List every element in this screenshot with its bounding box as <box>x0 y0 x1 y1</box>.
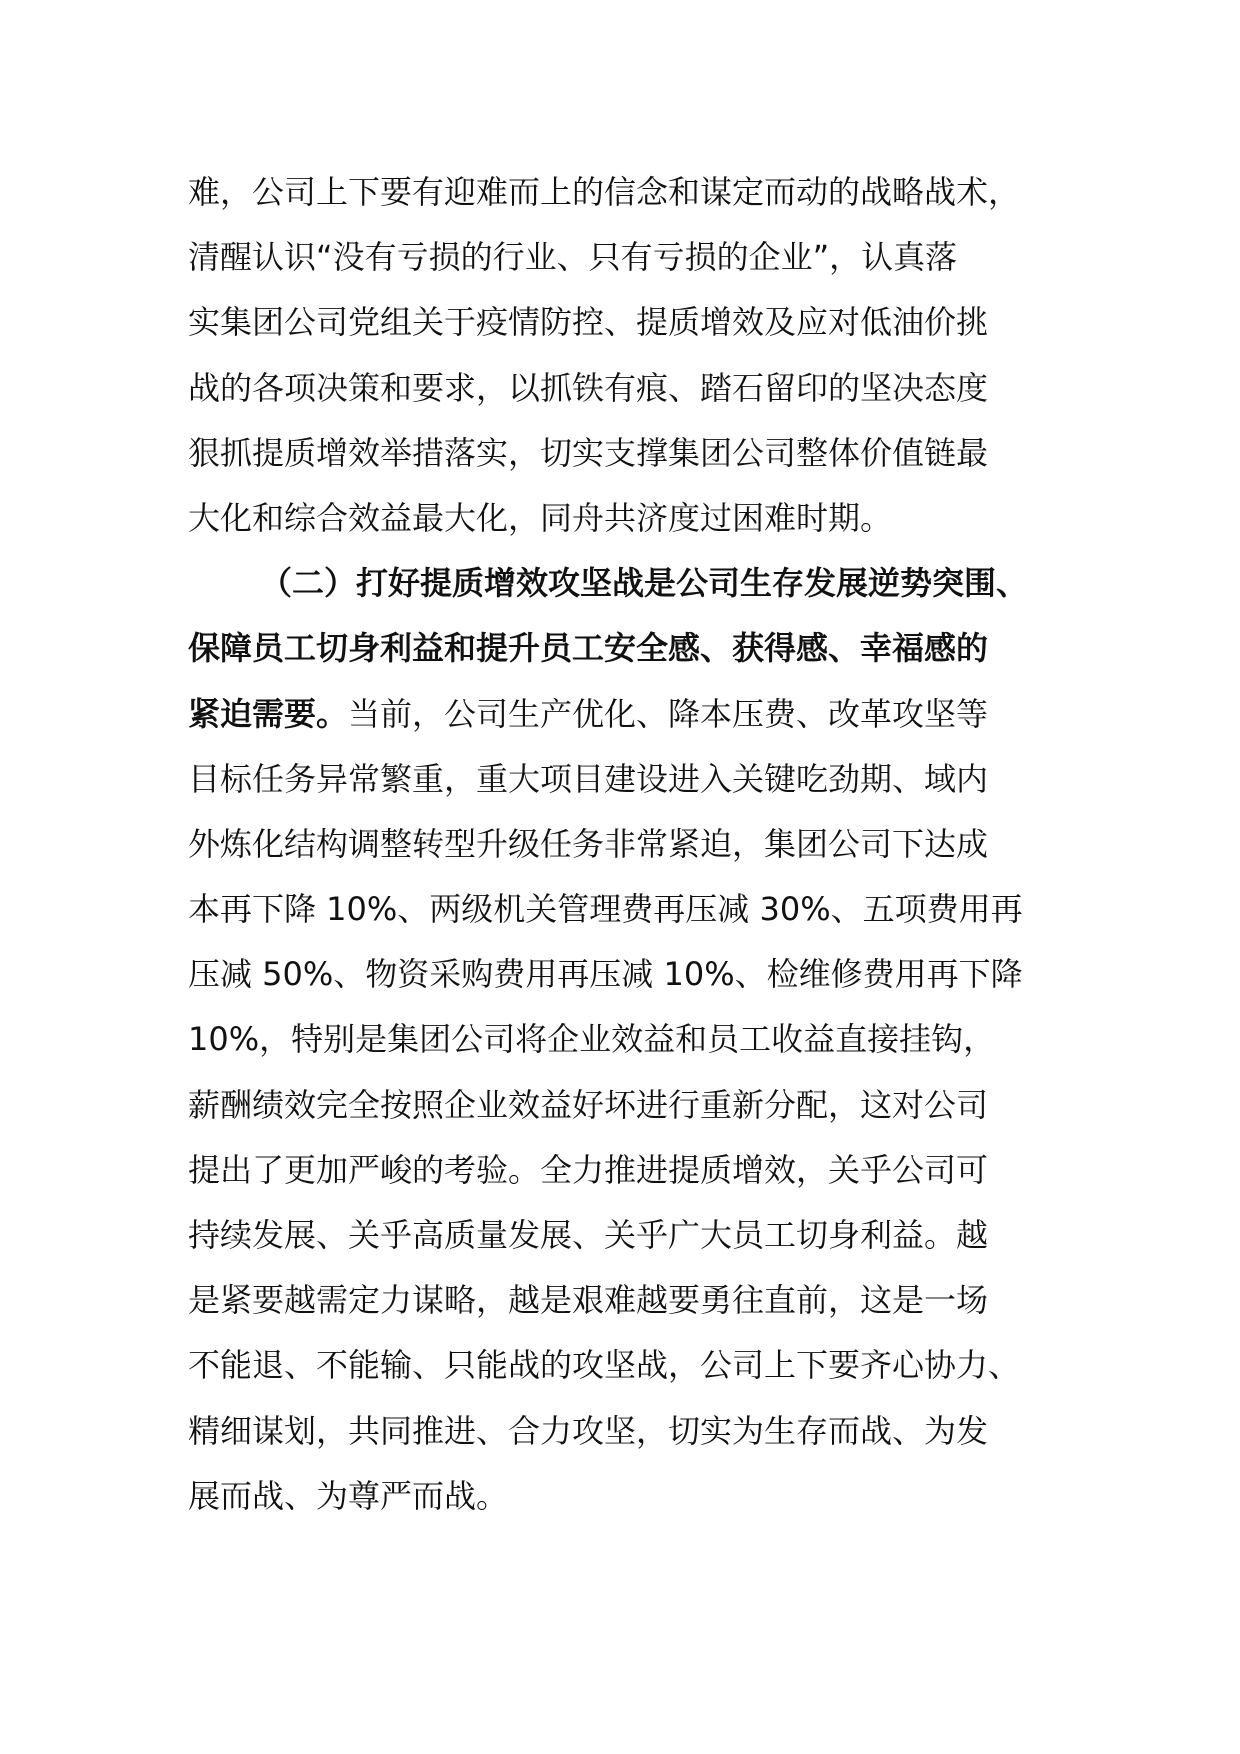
text-line: 狠抓提质增效举措落实，切实支撑集团公司整体价值链最 <box>188 433 989 472</box>
text-line: 清醒认识“没有亏损的行业、只有亏损的企业”，认真落 <box>188 238 958 277</box>
text-line: 外炼化结构调整转型升级任务非常紧迫，集团公司下达成 <box>188 824 989 863</box>
text-line: 是紧要越需定力谋略，越是艰难越要勇往直前，这是一场 <box>188 1281 989 1320</box>
section-heading-end: 紧迫需要。 <box>188 694 349 733</box>
body-text <box>188 160 1068 1529</box>
text-line: 大化和综合效益最大化，同舟共济度过困难时期。 <box>188 498 893 537</box>
text-line: 不能退、不能输、只能战的攻坚战，公司上下要齐心协力、 <box>188 1346 1021 1385</box>
text-line: 战的各项决策和要求，以抓铁有痕、踏石留印的坚决态度 <box>188 368 989 407</box>
mixed-text-line <box>188 682 1068 747</box>
text-line: 精细谋划，共同推进、合力攻坚，切实为生存而战、为发 <box>188 1411 989 1450</box>
text-line: 实集团公司党组关于疫情防控、提质增效及应对低油价挑 <box>188 303 989 342</box>
text-line: 目标任务异常繁重，重大项目建设进入关键吃劲期、域内 <box>188 759 989 798</box>
text-line: 难，公司上下要有迎难而上的信念和谋定而动的战略战术， <box>188 173 1021 211</box>
text-span: 当前，公司生产优化、降本压费、改革攻坚等 <box>348 694 989 733</box>
text-line: 10%，特别是集团公司将企业效益和员工收益直接挂钩， <box>188 1020 996 1059</box>
text-line: 持续发展、关乎高质量发展、关乎广大员工切身利益。越 <box>188 1216 989 1254</box>
section-heading-line: （二）打好提质增效攻坚战是公司生存发展逆势突围、 <box>260 564 1029 603</box>
text-line: 本再下降 10%、两级机关管理费再压减 30%、五项费用再 <box>188 890 1023 929</box>
text-line: 展而战、为尊严而战。 <box>188 1476 509 1515</box>
text-line: 薪酬绩效完全按照企业效益好坏进行重新分配，这对公司 <box>188 1085 989 1124</box>
text-line: 压减 50%、物资采购费用再压减 10%、检维修费用再下降 <box>188 955 1023 994</box>
text-line: 提出了更加严峻的考验。全力推进提质增效，关乎公司可 <box>188 1150 989 1189</box>
section-heading-line: 保障员工切身利益和提升员工安全感、获得感、幸福感的 <box>188 629 989 668</box>
